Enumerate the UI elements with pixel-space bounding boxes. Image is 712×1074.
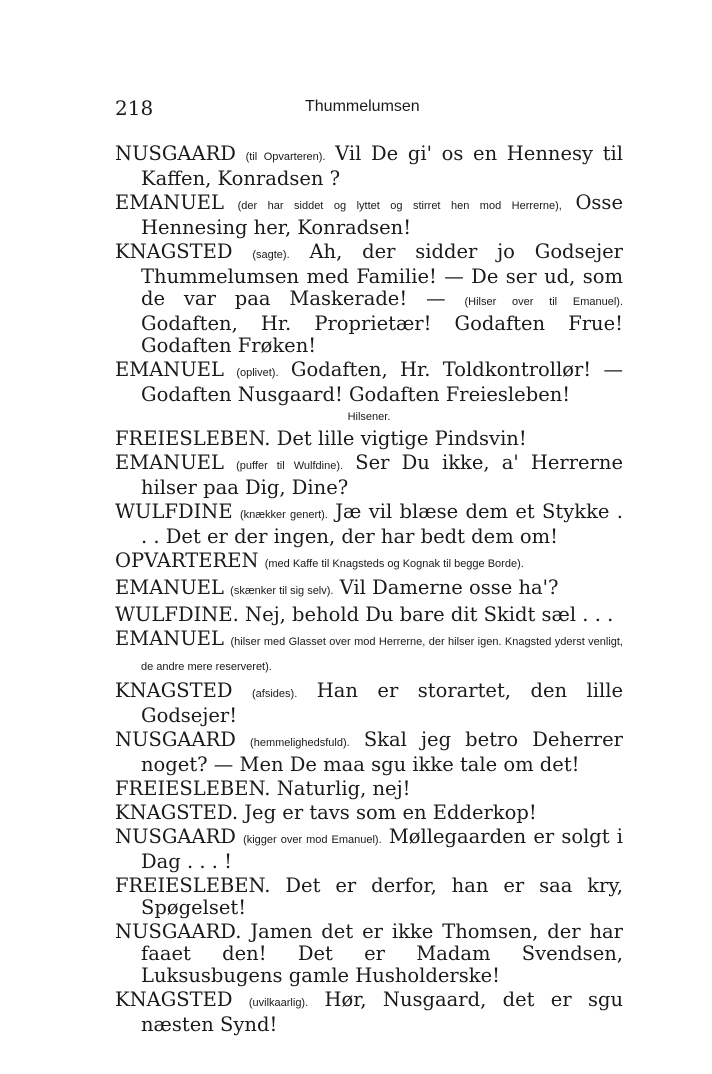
speaker-name: FREIESLEBEN. (115, 777, 271, 800)
speech-text: Møllegaarden er solgt i Dag . . . ! (141, 825, 624, 873)
speaker-name: FREIESLEBEN. (115, 427, 271, 450)
stage-direction: (hilser med Glasset over mod Herrerne, der hilser igen. Knagsted yderst venligt, de andre mere reserveret). (141, 636, 623, 673)
speech-text: Skal jeg betro Deherrer noget? — Men De maa sgu ikke tale om det! (141, 728, 623, 776)
speech-nusgaard-1 (115, 143, 623, 190)
speech-freiesleben-2 (115, 778, 623, 800)
speech-text: Ser Du ikke, a' Herrerne hilser paa Dig, Dine? (141, 451, 624, 499)
speech-text: Naturlig, nej! (276, 777, 411, 800)
speech-nusgaard-4 (115, 921, 623, 987)
speaker-name: NUSGAARD (115, 728, 236, 751)
stage-direction: (puffer til Wulfdine). (236, 460, 344, 472)
speaker-name: NUSGAARD. (115, 920, 242, 943)
speech-text: Vil De gi' os en Hennesy til Kaffen, Konradsen ? (141, 142, 623, 190)
running-title: Thummelumsen (305, 98, 420, 115)
stage-direction: (sagte). (252, 249, 290, 261)
speech-nusgaard-2 (115, 729, 623, 776)
stage-direction: (til Opvarteren). (245, 151, 326, 163)
speech-text: Han er storartet, den lille Godsejer! (141, 679, 624, 727)
speech-knagsted-4 (115, 989, 623, 1036)
speech-nusgaard-3 (115, 826, 623, 873)
stage-direction: (hemmelighedsfuld). (250, 737, 350, 749)
speaker-name: OPVARTEREN (115, 549, 259, 572)
stage-direction: (med Kaffe til Knagsteds og Kognak til begge Borde). (264, 558, 524, 570)
speech-text: Jeg er tavs som en Edderkop! (244, 801, 537, 824)
speech-text: Vil Damerne osse ha'? (339, 576, 559, 599)
stage-direction: (der har siddet og lyttet og stirret hen mod Herrerne), (237, 200, 562, 212)
stage-direction: (Hilser over til Emanuel). (464, 296, 624, 308)
stage-note: Hilsener. (347, 411, 391, 423)
stage-direction: (skænker til sig selv). (230, 585, 334, 597)
speech-wulfdine-1 (115, 501, 623, 548)
speech-emanuel-3 (115, 452, 623, 499)
speech-wulfdine-2 (115, 604, 623, 626)
speaker-name: EMANUEL (115, 576, 224, 599)
speaker-name: KNAGSTED (115, 240, 233, 263)
speaker-name: EMANUEL (115, 451, 224, 474)
speech-text: Osse Hennesing her, Konradsen! (141, 191, 623, 239)
speaker-name: WULFDINE. (115, 603, 239, 626)
stage-direction: (knækker genert). (239, 509, 328, 521)
speech-text: Det lille vigtige Pindsvin! (276, 427, 527, 450)
stage-direction: (oplivet). (236, 367, 279, 379)
speaker-name: KNAGSTED. (115, 801, 239, 824)
stage-direction: (uvilkaarlig). (248, 997, 309, 1009)
speech-emanuel-5 (115, 628, 623, 678)
speech-knagsted-2 (115, 680, 623, 727)
speech-text: Godaften, Hr. Toldkontrollør! — Godaften Nusgaard! Godaften Freiesleben! (141, 358, 624, 406)
speech-opvarteren-1 (115, 550, 623, 575)
speech-emanuel-2 (115, 359, 623, 406)
speaker-name: EMANUEL (115, 358, 224, 381)
dialogue-body (115, 143, 623, 1038)
page-number: 218 (115, 96, 154, 120)
speech-text: Nej, behold Du bare dit Skidt sæl . . . (245, 603, 614, 626)
speech-knagsted-3 (115, 802, 623, 824)
stage-direction: (afsides). (252, 688, 298, 700)
speech-text: Jæ vil blæse dem et Stykke . . . Det er der ingen, der har bedt dem om! (141, 500, 623, 548)
speech-emanuel-1 (115, 192, 623, 239)
page-header (115, 96, 625, 126)
speaker-name: WULFDINE (115, 500, 233, 523)
speaker-name: FREIESLEBEN. (115, 874, 271, 897)
speech-freiesleben-3 (115, 875, 623, 919)
speech-emanuel-4 (115, 577, 623, 602)
speaker-name: KNAGSTED (115, 679, 233, 702)
speech-text: Det er derfor, han er saa kry, Spøgelset! (141, 874, 623, 919)
speaker-name: EMANUEL (115, 191, 224, 214)
speaker-name: EMANUEL (115, 627, 224, 650)
speaker-name: NUSGAARD (115, 825, 236, 848)
speaker-name: KNAGSTED (115, 988, 233, 1011)
speech-knagsted-1 (115, 241, 623, 357)
speech-text: Ah, der sidder jo Godsejer Thummelumsen med Familie! — De ser ud, som de var paa Maskerade! — (141, 240, 623, 310)
speech-text: Jamen det er ikke Thomsen, der har faaet den! Det er Madam Svendsen, Luksusbugens gamle Husholderske! (141, 920, 623, 987)
speech-text: Godaften, Hr. Proprietær! Godaften Frue! Godaften Frøken! (141, 312, 623, 357)
stage-direction: (kigger over mod Emanuel). (243, 834, 382, 846)
speech-freiesleben-1 (115, 428, 623, 450)
speech-text: Hør, Nusgaard, det er sgu næsten Synd! (141, 988, 624, 1036)
speaker-name: NUSGAARD (115, 142, 236, 165)
